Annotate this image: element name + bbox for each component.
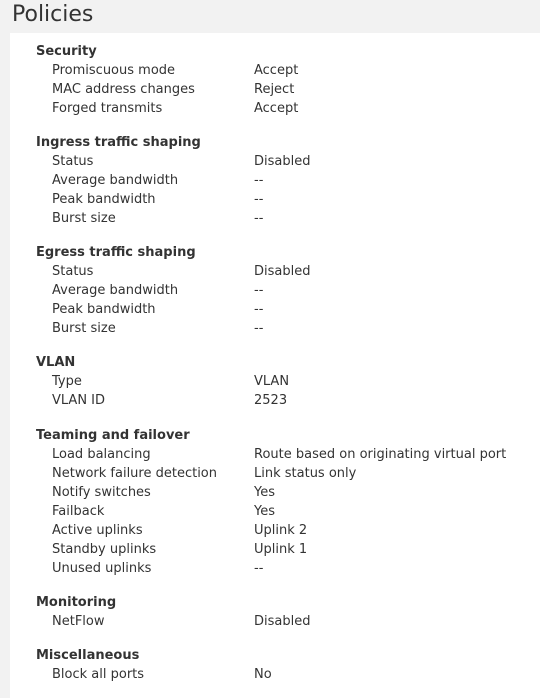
property-label: Burst size <box>52 211 116 226</box>
section-header: Security <box>36 44 97 59</box>
policies-panel <box>10 33 540 698</box>
property-label: Forged transmits <box>52 101 163 116</box>
property-label: VLAN ID <box>52 393 106 408</box>
property-label: Block all ports <box>52 667 145 682</box>
page-title: Policies <box>12 2 94 27</box>
property-label: Active uplinks <box>52 523 143 538</box>
property-label: Failback <box>52 504 105 519</box>
property-label: Notify switches <box>52 485 151 500</box>
property-row <box>10 445 540 464</box>
property-row <box>10 190 540 209</box>
property-value: Uplink 2 <box>254 523 308 538</box>
property-label: NetFlow <box>52 614 105 629</box>
property-row <box>10 502 540 521</box>
property-label: Peak bandwidth <box>52 302 156 317</box>
section-header: Teaming and failover <box>36 428 190 443</box>
property-label: Unused uplinks <box>52 561 152 576</box>
property-row <box>10 171 540 190</box>
property-label: Standby uplinks <box>52 542 157 557</box>
property-value: -- <box>254 283 264 298</box>
property-row <box>10 319 540 338</box>
property-row <box>10 209 540 228</box>
property-label: Average bandwidth <box>52 283 179 298</box>
property-value: -- <box>254 211 264 226</box>
property-value: Reject <box>254 82 295 97</box>
section-header: Ingress traffic shaping <box>36 135 201 150</box>
property-value: No <box>254 667 272 682</box>
property-label: Load balancing <box>52 447 151 462</box>
property-row <box>10 483 540 502</box>
property-label: Average bandwidth <box>52 173 179 188</box>
property-label: Network failure detection <box>52 466 218 481</box>
property-row <box>10 281 540 300</box>
property-row <box>10 262 540 281</box>
property-value: Disabled <box>254 614 311 629</box>
property-value: Uplink 1 <box>254 542 308 557</box>
property-value: 2523 <box>254 393 288 408</box>
property-value: -- <box>254 192 264 207</box>
property-row <box>10 391 540 410</box>
property-value: Route based on originating virtual port <box>254 447 507 462</box>
property-value: Disabled <box>254 264 311 279</box>
property-row <box>10 80 540 99</box>
property-row <box>10 559 540 578</box>
property-value: Accept <box>254 63 299 78</box>
property-row <box>10 152 540 171</box>
property-label: Type <box>52 374 82 389</box>
property-label: Promiscuous mode <box>52 63 176 78</box>
property-row <box>10 464 540 483</box>
property-value: -- <box>254 561 264 576</box>
section-header: Monitoring <box>36 595 117 610</box>
property-label: Status <box>52 154 94 169</box>
property-row <box>10 99 540 118</box>
property-row <box>10 612 540 631</box>
property-value: -- <box>254 173 264 188</box>
property-value: -- <box>254 302 264 317</box>
property-value: VLAN <box>254 374 290 389</box>
property-value: Link status only <box>254 466 357 481</box>
section-header: Egress traffic shaping <box>36 245 196 260</box>
property-row <box>10 521 540 540</box>
property-label: Burst size <box>52 321 116 336</box>
property-row <box>10 665 540 684</box>
property-value: Yes <box>254 504 275 519</box>
property-row <box>10 61 540 80</box>
section-header: Miscellaneous <box>36 648 140 663</box>
property-row <box>10 540 540 559</box>
property-value: Yes <box>254 485 275 500</box>
section-header: VLAN <box>36 355 76 370</box>
property-value: Disabled <box>254 154 311 169</box>
property-value: -- <box>254 321 264 336</box>
property-value: Accept <box>254 101 299 116</box>
property-label: MAC address changes <box>52 82 195 97</box>
property-row <box>10 300 540 319</box>
property-row <box>10 372 540 391</box>
property-label: Peak bandwidth <box>52 192 156 207</box>
property-label: Status <box>52 264 94 279</box>
